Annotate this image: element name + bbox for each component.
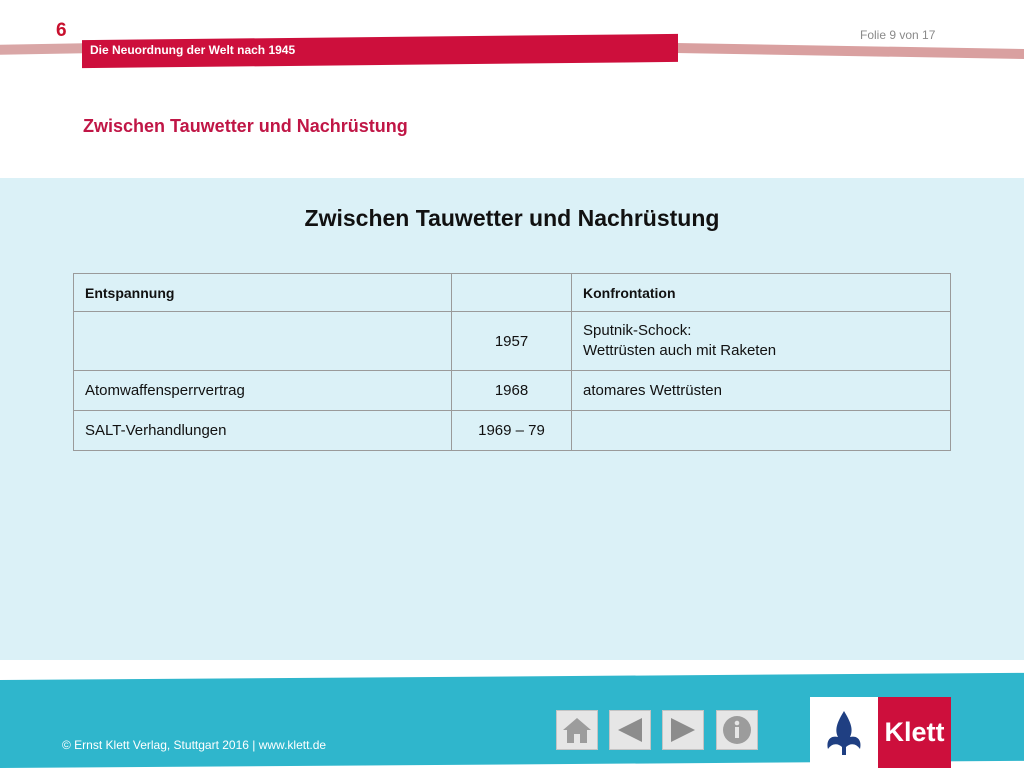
previous-slide-button[interactable] <box>609 710 651 750</box>
table-row <box>74 411 951 451</box>
table-cell: SALT-Verhandlungen <box>74 411 452 451</box>
klett-logo-text: Klett <box>878 697 951 768</box>
cell-line: Wettrüsten auch mit Raketen <box>583 342 777 359</box>
home-icon <box>561 715 593 745</box>
table-cell-year: 1969 – 79 <box>452 411 572 451</box>
table-row <box>74 312 951 371</box>
table-cell-year: 1968 <box>452 371 572 411</box>
header-accent-line-right <box>676 43 1024 59</box>
table-header-row <box>74 274 951 312</box>
table-cell: Atomwaffensperrvertrag <box>74 371 452 411</box>
arrow-left-icon <box>614 715 646 745</box>
copyright-text: © Ernst Klett Verlag, Stuttgart 2016 | www.klett.de <box>62 738 327 752</box>
chapter-title: Die Neuordnung der Welt nach 1945 <box>90 43 296 57</box>
info-button[interactable] <box>716 710 758 750</box>
table-cell <box>572 312 951 371</box>
slide-counter: Folie 9 von 17 <box>860 28 936 42</box>
arrow-right-icon <box>667 715 699 745</box>
info-icon <box>721 714 753 746</box>
column-header-year <box>452 274 572 312</box>
klett-emblem-icon <box>810 697 878 768</box>
column-header-konfrontation: Konfrontation <box>572 274 951 312</box>
header-accent-line-left <box>0 43 84 54</box>
table-row <box>74 371 951 411</box>
table-cell: atomares Wettrüsten <box>572 371 951 411</box>
home-button[interactable] <box>556 710 598 750</box>
page-subtitle: Zwischen Tauwetter und Nachrüstung <box>83 116 408 136</box>
table-cell-year: 1957 <box>452 312 572 371</box>
klett-logo[interactable] <box>810 697 951 768</box>
slide-title: Zwischen Tauwetter und Nachrüstung <box>304 205 720 231</box>
next-slide-button[interactable] <box>662 710 704 750</box>
table-cell <box>74 312 452 371</box>
cell-line: Sputnik-Schock: <box>583 322 692 339</box>
comparison-table <box>73 273 951 451</box>
column-header-entspannung: Entspannung <box>74 274 452 312</box>
table-cell <box>572 411 951 451</box>
content-area <box>0 178 1024 660</box>
chapter-number: 6 <box>56 20 67 41</box>
